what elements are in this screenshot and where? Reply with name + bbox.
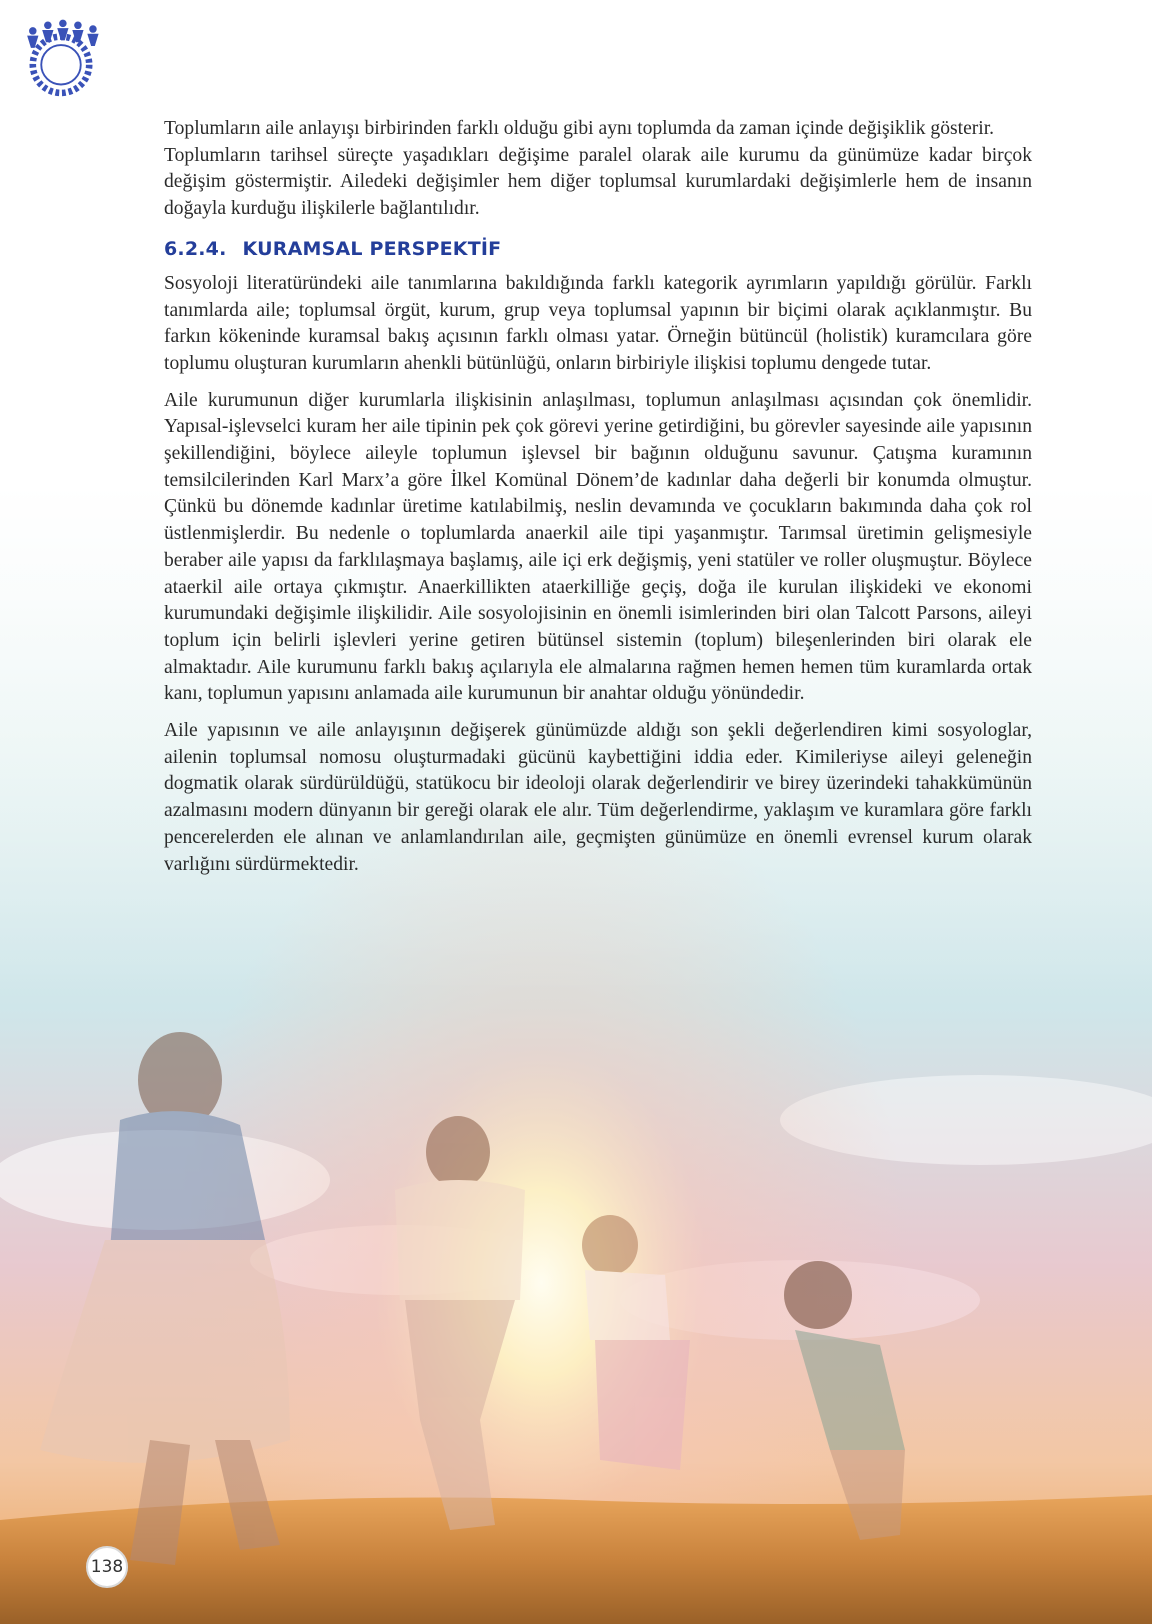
main-text <box>164 116 1032 878</box>
body-paragraph-3: Aile yapısının ve aile anlayışının değişerek günümüzde aldığı son şekli değerlendiren kimi sosyologlar, ailenin toplumsal nomosu oluşturmadaki gücünü kaybettiğini iddia eder. Kimileriyse aileyi geleneğin dogmatik olarak sürdürüldüğü, statükocu bir ideoloji olarak değerlendirir ve birey üzerindeki tahakkümünün azalmasını modern dünyanın bir gereği olarak ele alır. Tüm değerlendirme, yaklaşım ve kuramlara göre farklı pencerelerden ele alınan ve anlamlandırılan aile, geçmişten günümüze en önemli evrensel kurum olarak varlığını sürdürmektedir. <box>164 720 1032 875</box>
section-number: 6.2.4. <box>164 237 227 260</box>
body-paragraph-1: Sosyoloji literatüründeki aile tanımlarına bakıldığında farklı kategorik ayrımların yapıldığı görülür. Farklı tanımlarda aile; toplumsal örgüt, kurum, grup veya toplumsal yapının bir biçimi olarak açıklanmıştır. Bu farkın kökeninde kuramsal bakış açısının farklı olması yatar. Örneğin bütüncül (holistik) kuramcılara göre toplumu oluşturan kurumların ahenkli bütünlüğü, onların birbiriyle ilişkisi toplumu dengede tutar. <box>164 272 1032 374</box>
section-heading <box>164 236 1032 262</box>
intro-paragraph-2: Toplumların tarihsel süreçte yaşadıkları değişime paralel olarak aile kurumu da günümüze kadar birçok değişim göstermiştir. Ailedeki değişimler hem diğer toplumsal kurumlardaki değişimlerle hem de insanın doğayla kurduğu ilişkilerle bağlantılıdır. <box>164 144 1032 220</box>
page-number: 138 <box>86 1546 128 1588</box>
section-title: KURAMSAL PERSPEKTİF <box>242 237 502 260</box>
people-circle-logo-icon <box>14 14 108 108</box>
body-paragraph-2: Aile kurumunun diğer kurumlarla ilişkisinin anlaşılması, toplumun anlaşılması açısından çok önemlidir. Yapısal-işlevselci kuram her aile tipinin pek çok görevi yerine getirdiğini, bu görevler sayesinde aile yapısının şekillendiğini, böylece aileyle toplumun işlevsel bir bağının olduğunu savunur. Çatışma kuramının temsilcilerinden Karl Marx’a göre İlkel Komünal Dönem’de kadınlar daha değerli bir konumda olmuştur. Çünkü bu dönemde kadınlar üretime katılabilmiş, neslin devamında ve çocukların bakımında daha çok rol üstlenmişlerdir. Bu nedenle o toplumlarda anaerkil aile tipi yaşanmıştır. Tarımsal üretimin gelişmesiyle beraber aile yapısı da farklılaşmaya başlamış, aile içi erk değişmiş, yeni statüler ve roller oluşmuştur. Böylece ataerkil aile ortaya çıkmıştır. Anaerkillikten ataerkilliğe geçiş, doğa ile kurulan ilişkideki ve ekonomi kurumundaki değişimle ilişkilidir. Aile sosyolojisinin en önemli isimlerinden biri olan Talcott Parsons, aileyi toplum için belirli işlevleri yerine getiren bütünsel sistemin (toplum) bileşenlerinden biri olarak ele almaktadır. Aile kurumunu farklı bakış açılarıyla ele almalarına rağmen hemen hemen tüm kuramlarda ortak kanı, toplumun yapısını anlamada aile kurumunun bir anahtar olduğu yönündedir. <box>164 389 1032 705</box>
intro-paragraph-1: Toplumların aile anlayışı birbirinden farklı olduğu gibi aynı toplumda da zaman içinde değişiklik gösterir. <box>164 118 995 139</box>
